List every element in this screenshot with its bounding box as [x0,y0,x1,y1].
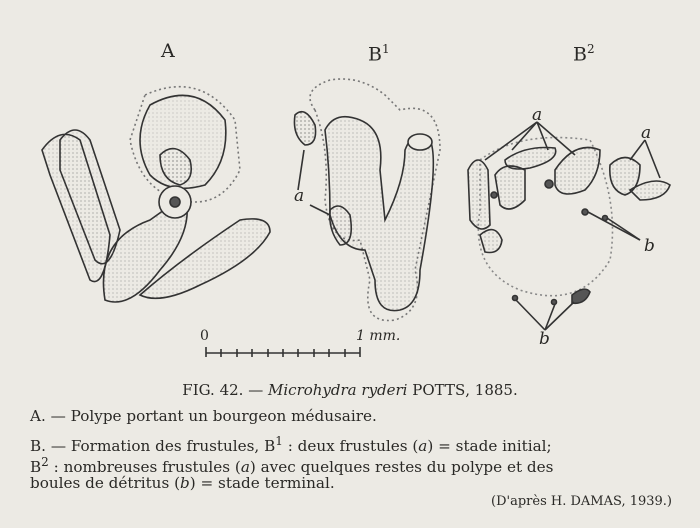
legend-line-b3: boules de détritus (b) = stade terminal. [30,474,335,492]
legend-line-a: A. — Polype portant un bourgeon médusaire. [30,407,377,425]
panel-label-b1: $B^1$ [368,42,390,66]
legend-line-b1: B. — Formation des frustules, $B^1$ : deux frustules (a) = stade initial; [30,434,552,456]
label-a-b2-top: a [532,105,543,125]
polyp-drawing [42,87,270,302]
scale-zero: 0 [200,328,209,344]
label-b-bottom: b [539,329,550,349]
legend-line-b2: $B^2$ : nombreuses frustules (a) avec quelques restes du polype et des [30,455,554,477]
scale-end: 1 mm. [356,328,401,344]
panel-label-a: A [161,40,175,62]
figure-caption: FIG. 42. — Microhydra ryderi POTTS, 1885. [182,381,518,399]
frustule-terminal-drawing [468,122,670,330]
frustule-initial-drawing [294,79,440,321]
panel-label-b2: $B^2$ [573,42,595,66]
credit-line: (D'après H. DAMAS, 1939.) [491,494,672,509]
label-b-right: b [644,236,655,256]
label-a-b2-right: a [641,123,652,143]
label-a-b1: a [294,186,305,206]
scale-bar [206,347,360,357]
